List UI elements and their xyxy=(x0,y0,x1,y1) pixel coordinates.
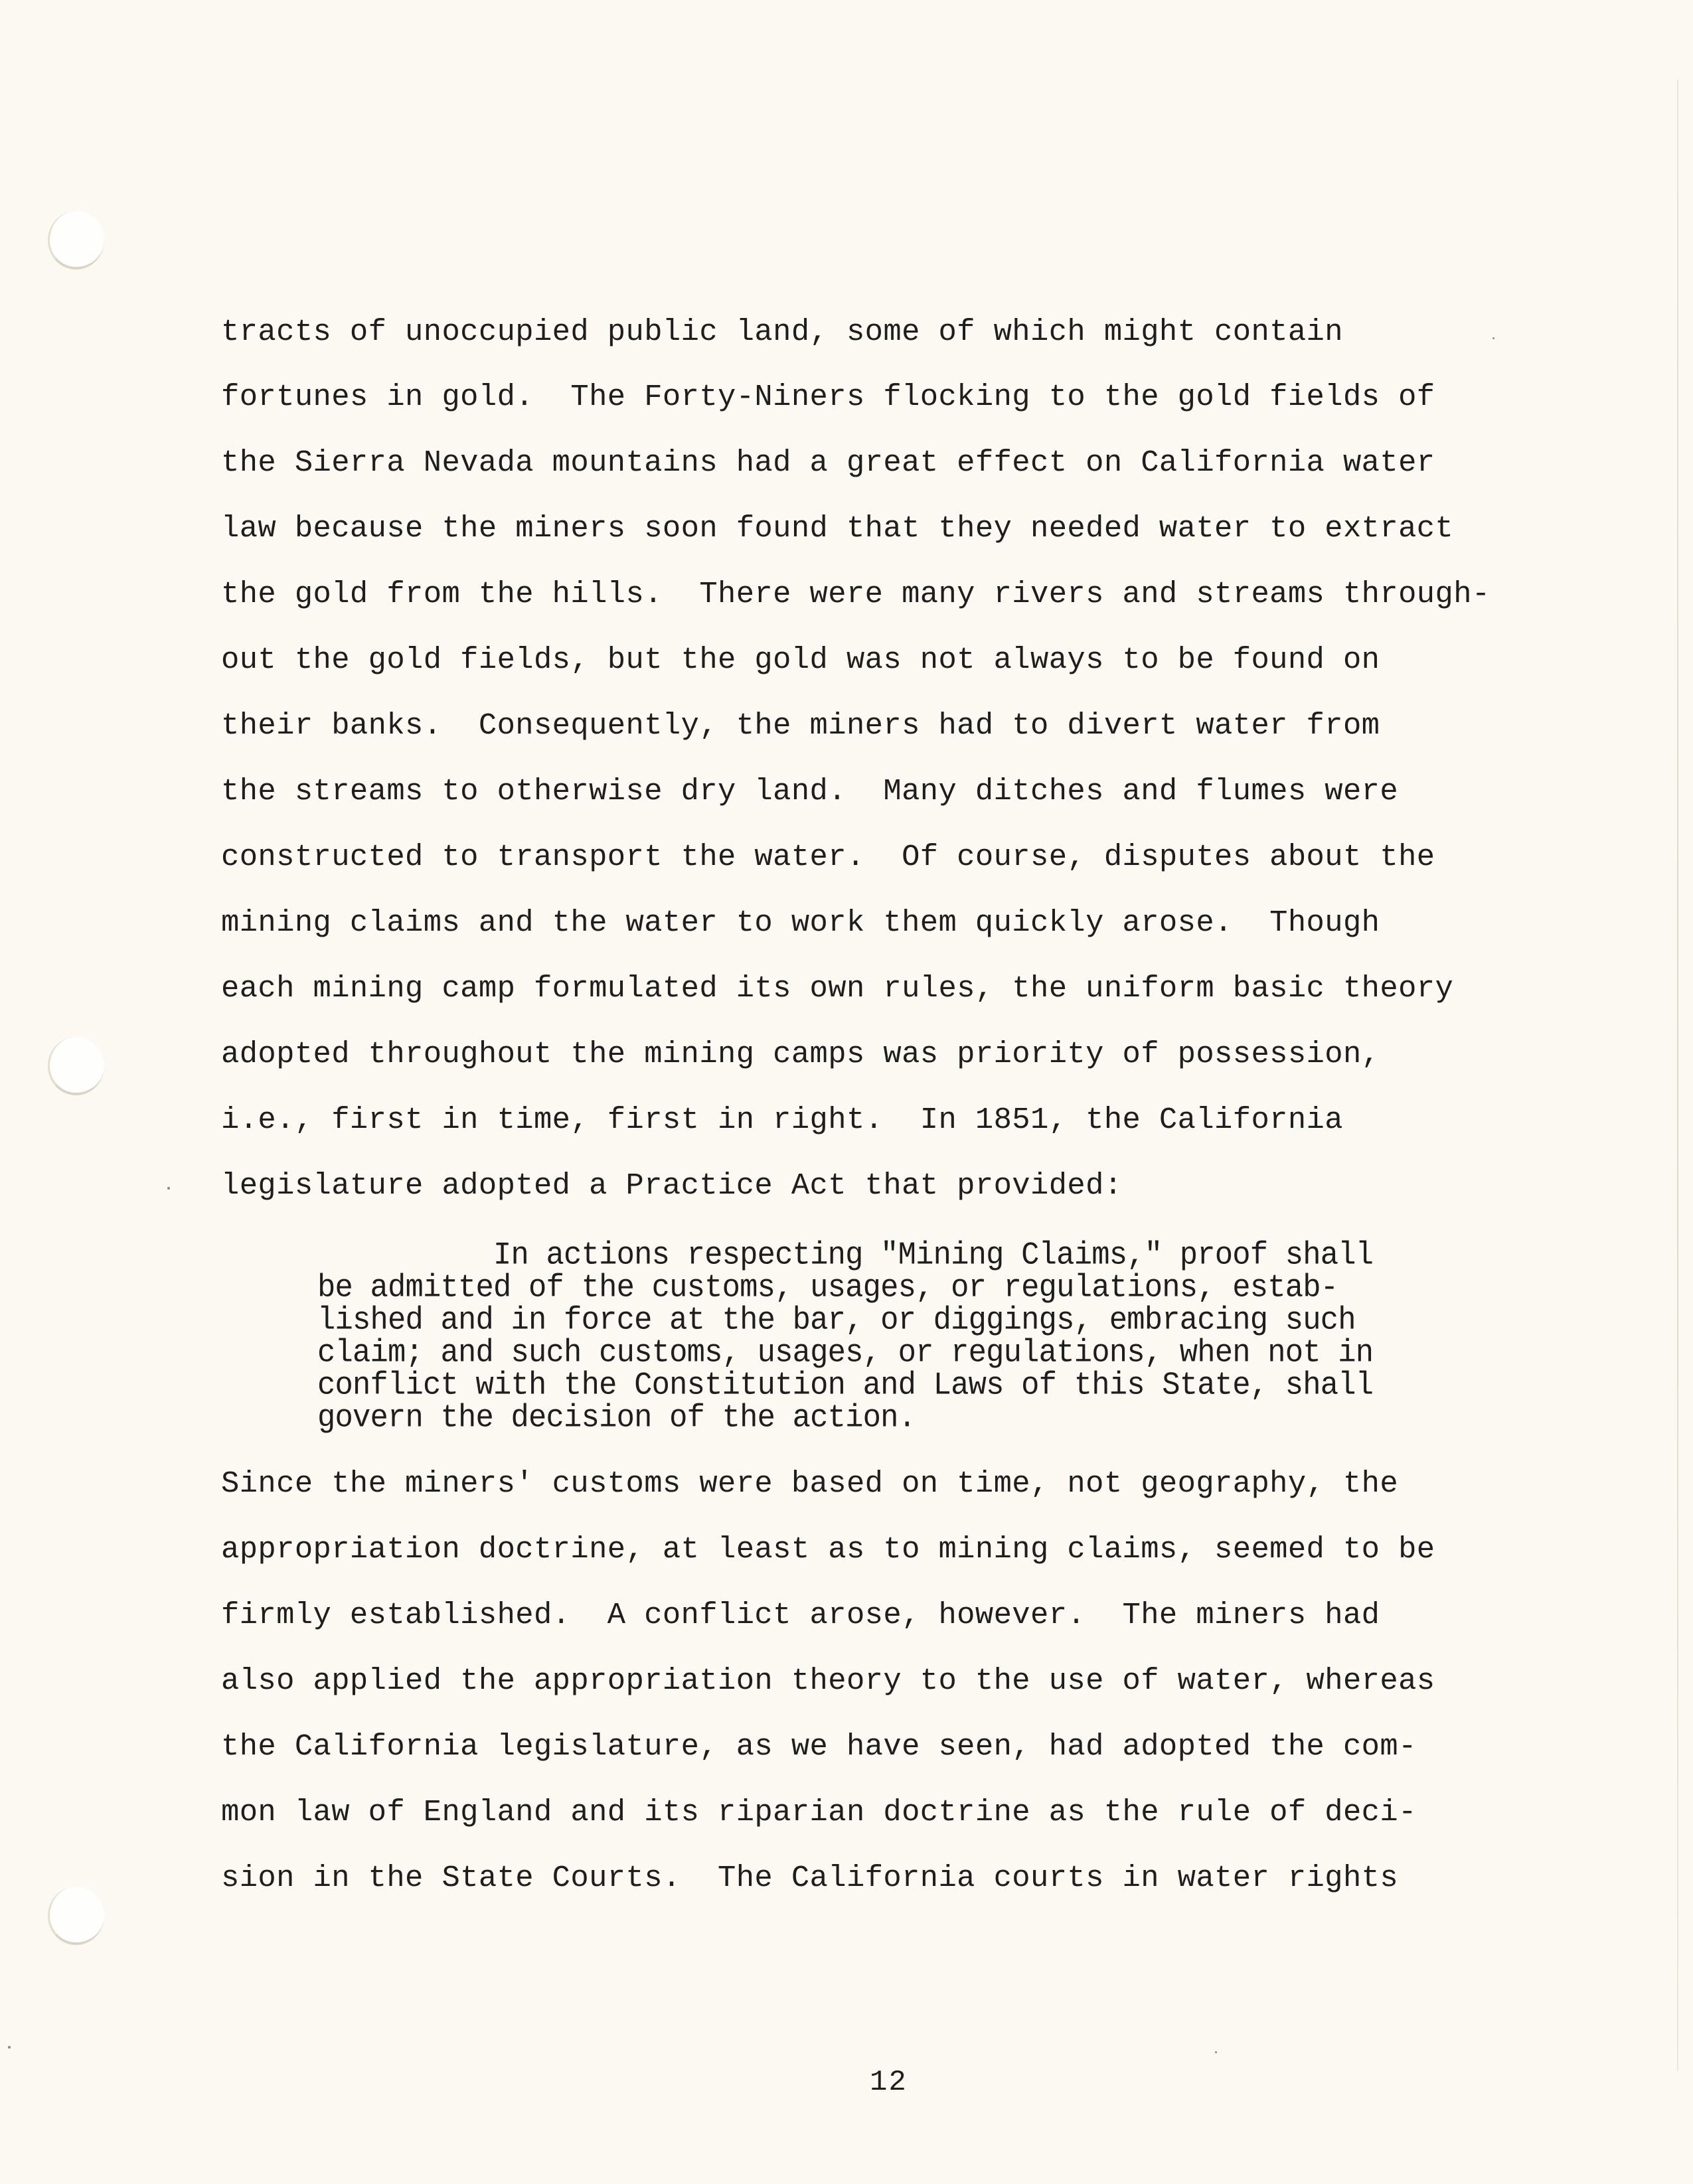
text-line: out the gold fields, but the gold was not always to be found on xyxy=(221,643,1380,677)
text-line: mon law of England and its riparian doctrine as the rule of deci- xyxy=(221,1795,1417,1830)
quote-line: govern the decision of the action. xyxy=(317,1399,916,1437)
text-line: legislature adopted a Practice Act that provided: xyxy=(221,1168,1123,1203)
text-line: also applied the appropriation theory to the use of water, whereas xyxy=(221,1664,1435,1698)
text-line: the gold from the hills. There were many rivers and streams through- xyxy=(221,577,1491,611)
text-line: mining claims and the water to work them quickly arose. Though xyxy=(221,905,1380,940)
text-line: adopted throughout the mining camps was priority of possession, xyxy=(221,1037,1380,1071)
text-line: constructed to transport the water. Of course, disputes about the xyxy=(221,840,1435,874)
text-line: Since the miners' customs were based on time, not geography, the xyxy=(221,1466,1399,1501)
text-line: sion in the State Courts. The California courts in water rights xyxy=(221,1861,1399,1895)
binder-hole-middle xyxy=(48,1037,104,1095)
page-edge-shadow xyxy=(1677,80,1678,2071)
text-line: firmly established. A conflict arose, however. The miners had xyxy=(221,1598,1380,1632)
scan-speck xyxy=(1492,337,1494,339)
text-line: each mining camp formulated its own rules, the uniform basic theory xyxy=(221,971,1454,1006)
binder-hole-top xyxy=(48,211,104,270)
text-line: tracts of unoccupied public land, some of which might contain xyxy=(221,315,1343,349)
text-line: the Sierra Nevada mountains had a great effect on California water xyxy=(221,445,1435,480)
scan-speck xyxy=(167,1187,170,1190)
quote-line: lished and in force at the bar, or diggings, embracing such xyxy=(317,1302,1356,1339)
quote-line: conflict with the Constitution and Laws of this State, shall xyxy=(317,1367,1374,1404)
page-number: 12 xyxy=(870,2066,908,2099)
text-line: the California legislature, as we have seen, had adopted the com- xyxy=(221,1729,1417,1764)
text-line: fortunes in gold. The Forty-Niners flocking to the gold fields of xyxy=(221,380,1435,414)
text-line: i.e., first in time, first in right. In 1851, the California xyxy=(221,1103,1343,1137)
quote-line: In actions respecting "Mining Claims," proof shall xyxy=(317,1237,1374,1274)
quote-line: be admitted of the customs, usages, or regulations, estab- xyxy=(317,1269,1338,1306)
scan-speck xyxy=(8,2046,11,2049)
text-line: law because the miners soon found that they needed water to extract xyxy=(221,511,1454,546)
binder-hole-bottom xyxy=(48,1887,104,1945)
text-line: their banks. Consequently, the miners had to divert water from xyxy=(221,708,1380,743)
scan-speck xyxy=(1215,2051,1217,2053)
text-line: the streams to otherwise dry land. Many ditches and flumes were xyxy=(221,774,1399,809)
quote-line: claim; and such customs, usages, or regulations, when not in xyxy=(317,1334,1374,1371)
text-line: appropriation doctrine, at least as to mining claims, seemed to be xyxy=(221,1532,1435,1567)
